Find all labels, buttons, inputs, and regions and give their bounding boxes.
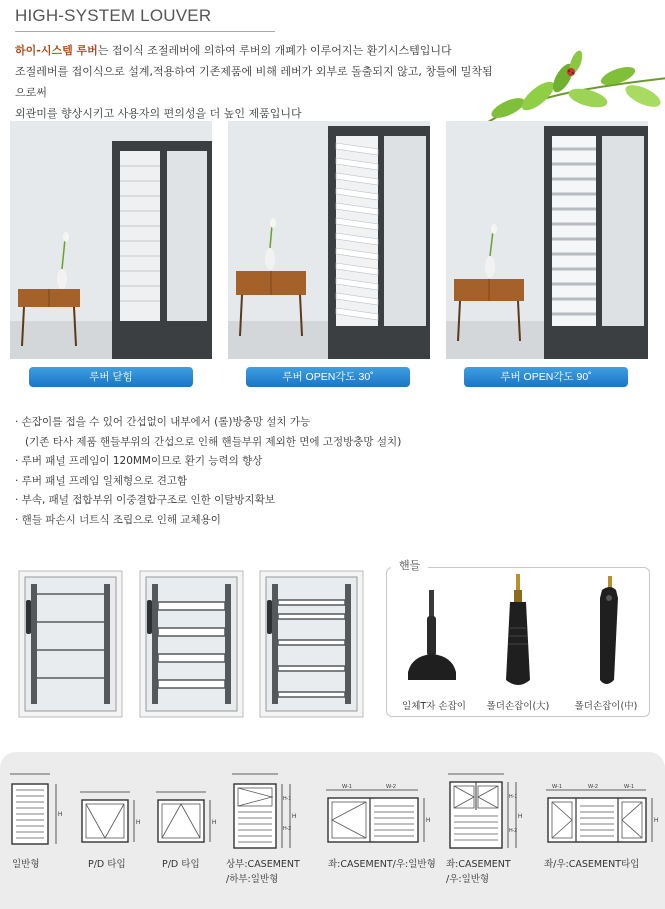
- dim-h: H: [136, 820, 141, 826]
- type-diagram-general: [6, 770, 68, 856]
- frame-figure-half-open: [139, 570, 244, 718]
- intro-line2: 조절레버를 접이식으로 설계,적용하여 기존제품에 비해 레버가 외부로 돌출되지 않고, 창틀에 밀착됨으로써: [15, 65, 493, 99]
- handle-caption-medium: 폴더손잡이(中): [574, 701, 638, 712]
- type-caption-left-casement-tall: 좌:CASEMENT /우:일반형: [446, 859, 511, 885]
- intro-highlight: 하이-시스템 루버: [15, 44, 98, 57]
- type-caption-both-casement: 좌/우:CASEMENT타입: [544, 859, 640, 870]
- type-diagram-top-casement: [228, 770, 306, 856]
- state-label-closed: 루버 닫힘: [29, 367, 193, 387]
- dim-h1: H-1: [283, 796, 292, 802]
- dim-h1: H-1: [509, 794, 518, 800]
- type-caption-top-casement: 상부:CASEMENT /하부:일반형: [226, 859, 300, 885]
- dim-w2: W-2: [386, 784, 396, 790]
- dim-w2: W-2: [588, 784, 598, 790]
- type-caption-left-casement: 좌:CASEMENT/우:일반형: [328, 859, 436, 870]
- dim-h: H: [518, 814, 523, 820]
- type-caption-pd-1: P/D 타입: [88, 859, 126, 870]
- dim-h: H: [212, 820, 217, 826]
- state-label-open-90: 루버 OPEN각도 90˚: [464, 367, 628, 387]
- folder-handle-medium-icon: [568, 568, 648, 696]
- type-caption-pd-2: P/D 타입: [162, 859, 200, 870]
- leaves-decoration: [468, 48, 665, 122]
- dim-h: H: [292, 814, 297, 820]
- feature-item: · 루버 패널 프레임 일체형으로 견고함: [15, 474, 188, 487]
- type-diagram-pd-2: [152, 770, 222, 856]
- dim-h2: H-2: [509, 828, 518, 834]
- type-diagram-pd-1: [76, 770, 146, 856]
- type-diagram-left-casement: [322, 770, 434, 856]
- folder-handle-large-icon: [478, 568, 558, 696]
- page-title: HIGH-SYSTEM LOUVER: [15, 6, 212, 25]
- intro-line3: 외관미를 향상시키고 사용자의 편의성을 더 높인 제품입니다: [15, 107, 302, 120]
- feature-item: · 루버 패널 프레임이 120MM이므로 환기 능력의 향상: [15, 455, 263, 467]
- frame-figure-closed: [18, 570, 123, 718]
- intro-line1: 는 접이식 조절레버에 의하여 루버의 개폐가 이루어지는 환기시스템입니다: [97, 44, 452, 57]
- dim-h: H: [426, 818, 431, 824]
- dim-w1: W-1: [552, 784, 562, 790]
- ladybug-icon: [567, 68, 575, 76]
- feature-item: · 손잡이를 접을 수 있어 간섭없이 내부에서 (롤)방충망 설치 가능: [15, 416, 311, 428]
- photo-louver-open-30: [228, 121, 430, 359]
- feature-item: (기존 타사 제품 핸들부위의 간섭으로 인해 핸들부위 제외한 면에 고정방충망 설치): [25, 435, 402, 448]
- handle-title: 핸들: [391, 557, 428, 573]
- title-underline: [15, 31, 275, 32]
- type-diagram-both-casement: [542, 770, 660, 856]
- feature-item: · 핸들 파손시 너트식 조립으로 인해 교체용이: [15, 513, 221, 526]
- t-handle-icon: [392, 568, 472, 696]
- feature-list: [15, 413, 401, 530]
- dim-h: H: [654, 818, 659, 824]
- dim-h2: H-2: [283, 826, 292, 832]
- type-diagram-left-casement-tall: [444, 770, 530, 856]
- handle-caption-t: 일체T자 손잡이: [402, 701, 466, 712]
- type-caption-general: 일반형: [12, 859, 40, 870]
- dim-h: H: [58, 812, 63, 818]
- handle-caption-large: 폴더손잡이(大): [486, 701, 550, 712]
- frame-figure-open: [259, 570, 364, 718]
- state-label-open-30: 루버 OPEN각도 30˚: [246, 367, 410, 387]
- intro-text: [15, 40, 495, 124]
- photo-louver-open-90: [446, 121, 648, 359]
- photo-louver-closed: [10, 121, 212, 359]
- feature-item: · 부속, 패널 접합부위 이중결합구조로 인한 이탈방지확보: [15, 494, 275, 506]
- dim-w1: W-1: [342, 784, 352, 790]
- dim-w1: W-1: [624, 784, 634, 790]
